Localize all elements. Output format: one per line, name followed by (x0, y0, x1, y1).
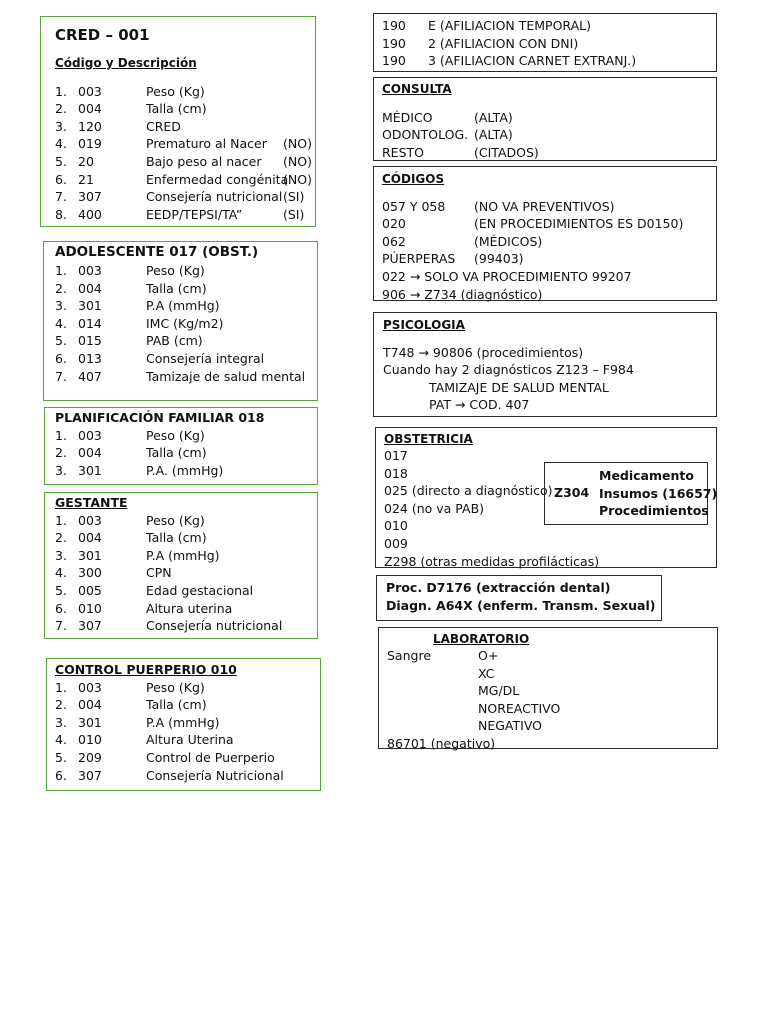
list-item: NEGATIVO (478, 718, 543, 734)
list-item: 4. 300 CPN (55, 565, 172, 581)
z304-code: Z304 (554, 485, 590, 500)
psicologia-title: PSICOLOGIA (383, 318, 465, 332)
adolescente-title: ADOLESCENTE 017 (OBST.) (55, 244, 259, 260)
consulta-box (373, 77, 717, 161)
puerperio-box (46, 658, 321, 791)
puerperio-list (55, 679, 320, 785)
list-item: 6. 21 Enfermedad congénita (NO) (55, 171, 312, 187)
list-item: MG/DL (478, 683, 520, 699)
list-item: 4. 010 Altura Uterina (55, 732, 234, 748)
list-item: 3. 301 P.A (mmHg) (55, 714, 220, 730)
list-item: 1. 003 Peso (Kg) (55, 427, 205, 443)
list-item: XC (478, 665, 495, 681)
list-item: 3. 120 CRED (55, 118, 181, 134)
list-item: 2. 004 Talla (cm) (55, 530, 207, 546)
cred-list (55, 83, 315, 224)
gestante-title: GESTANTE (55, 495, 128, 510)
adolescente-box (43, 241, 318, 401)
list-item: 5. 20 Bajo peso al nacer (NO) (55, 153, 312, 169)
gestante-box (44, 492, 318, 639)
list-item: 3. 301 P.A (mmHg) (55, 298, 220, 314)
list-item: 1. 003 Peso (Kg) (55, 679, 205, 695)
list-item: 7. 307 Consejería nutricional (SI) (55, 189, 305, 205)
list-item: 3. 301 P.A. (mmHg) (55, 462, 224, 478)
list-item: 009 (384, 535, 408, 551)
afiliacion-box (373, 13, 717, 72)
text-line: TAMIZAJE DE SALUD MENTAL (429, 379, 609, 395)
list-item: 7. 307 Consejería nutricional (55, 618, 283, 634)
adolescente-list (55, 262, 317, 385)
list-item: 024 (no va PAB) (384, 500, 485, 516)
list-item: 6. 010 Altura uterina (55, 600, 233, 616)
text-line: T748 → 90806 (procedimientos) (383, 344, 584, 360)
list-item: PÚERPERAS (99403) (382, 251, 524, 267)
list-item: 2. 004 Talla (cm) (55, 280, 207, 296)
list-item: 190 2 (AFILIACION CON DNI) (382, 35, 579, 51)
puerperio-title: CONTROL PUERPERIO 010 (55, 662, 237, 677)
list-item: 4. 014 IMC (Kg/m2) (55, 315, 224, 331)
planificacion-list (55, 427, 317, 480)
list-item: 7. 407 Tamizaje de salud mental (55, 368, 306, 384)
list-item: 010 (384, 518, 408, 534)
list-item: 2. 004 Talla (cm) (55, 445, 207, 461)
list-item: 2. 004 Talla (cm) (55, 101, 207, 117)
list-item: 8. 400 EEDP/TEPSI/TA” (SI) (55, 206, 305, 222)
text-line: PAT → COD. 407 (429, 397, 530, 413)
z304-list (599, 467, 717, 520)
list-item: 025 (directo a diagnóstico) (384, 483, 553, 499)
planificacion-box (44, 407, 318, 485)
list-item: 906 → Z734 (diagnóstico) (382, 286, 543, 302)
list-item: 4. 019 Prematuro al Nacer (NO) (55, 136, 312, 152)
gestante-list (55, 512, 317, 635)
list-item: Procedimientos (599, 503, 709, 519)
list-item: 022 → SOLO VA PROCEDIMIENTO 99207 (382, 268, 632, 284)
list-item: 3. 301 P.A (mmHg) (55, 547, 220, 563)
list-item: 86701 (negativo) (387, 735, 496, 751)
cred-box (40, 16, 316, 227)
codigos-box (373, 166, 717, 301)
list-item: 1. 003 Peso (Kg) (55, 512, 205, 528)
list-item: 5. 005 Edad gestacional (55, 582, 254, 598)
list-item: Z298 (otras medidas profilácticas) (384, 553, 600, 569)
list-item: Sangre O+ (387, 648, 499, 663)
cred-subtitle: Código y Descripción (55, 56, 197, 70)
proc-box (376, 575, 662, 621)
list-item: NOREACTIVO (478, 700, 561, 716)
list-item: 057 Y 058 (NO VA PREVENTIVOS) (382, 198, 615, 214)
list-item: 6. 013 Consejería integral (55, 350, 265, 366)
codigos-title: CÓDIGOS (382, 172, 445, 186)
list-item: 018 (384, 465, 408, 481)
list-item: ODONTOLOG. (ALTA) (382, 127, 513, 143)
list-item: 062 (MÉDICOS) (382, 233, 543, 249)
list-item: 1. 003 Peso (Kg) (55, 83, 205, 99)
list-item: 6. 307 Consejería Nutricional (55, 767, 284, 783)
list-item: MÉDICO (ALTA) (382, 109, 513, 125)
list-item: 020 (EN PROCEDIMIENTOS ES D0150) (382, 216, 684, 232)
z304-box (544, 462, 718, 525)
psicologia-box (373, 312, 717, 417)
list-item: 1. 003 Peso (Kg) (55, 263, 205, 278)
list-item: 5. 209 Control de Puerperio (55, 749, 275, 765)
text-line: Cuando hay 2 diagnósticos Z123 – F984 (383, 362, 634, 378)
text-line: Diagn. A64X (enferm. Transm. Sexual) (386, 597, 656, 613)
list-item: 190 E (AFILIACION TEMPORAL) (382, 18, 592, 33)
list-item: Medicamento (599, 468, 694, 483)
laboratorio-title: LABORATORIO (433, 632, 530, 646)
list-item: RESTO (CITADOS) (382, 144, 539, 160)
planificacion-title: PLANIFICACIÓN FAMILIAR 018 (55, 410, 265, 425)
list-item: 5. 015 PAB (cm) (55, 333, 203, 349)
text-line: Proc. D7176 (extracción dental) (386, 580, 611, 595)
list-item: 017 (384, 448, 408, 463)
list-item: Insumos (16657) (599, 485, 718, 501)
cred-title: CRED – 001 (55, 26, 150, 44)
list-item: 190 3 (AFILIACION CARNET EXTRANJ.) (382, 53, 637, 69)
obstetricia-title: OBSTETRICIA (384, 432, 473, 446)
consulta-title: CONSULTA (382, 82, 452, 96)
laboratorio-box (378, 627, 718, 749)
list-item: 2. 004 Talla (cm) (55, 697, 207, 713)
